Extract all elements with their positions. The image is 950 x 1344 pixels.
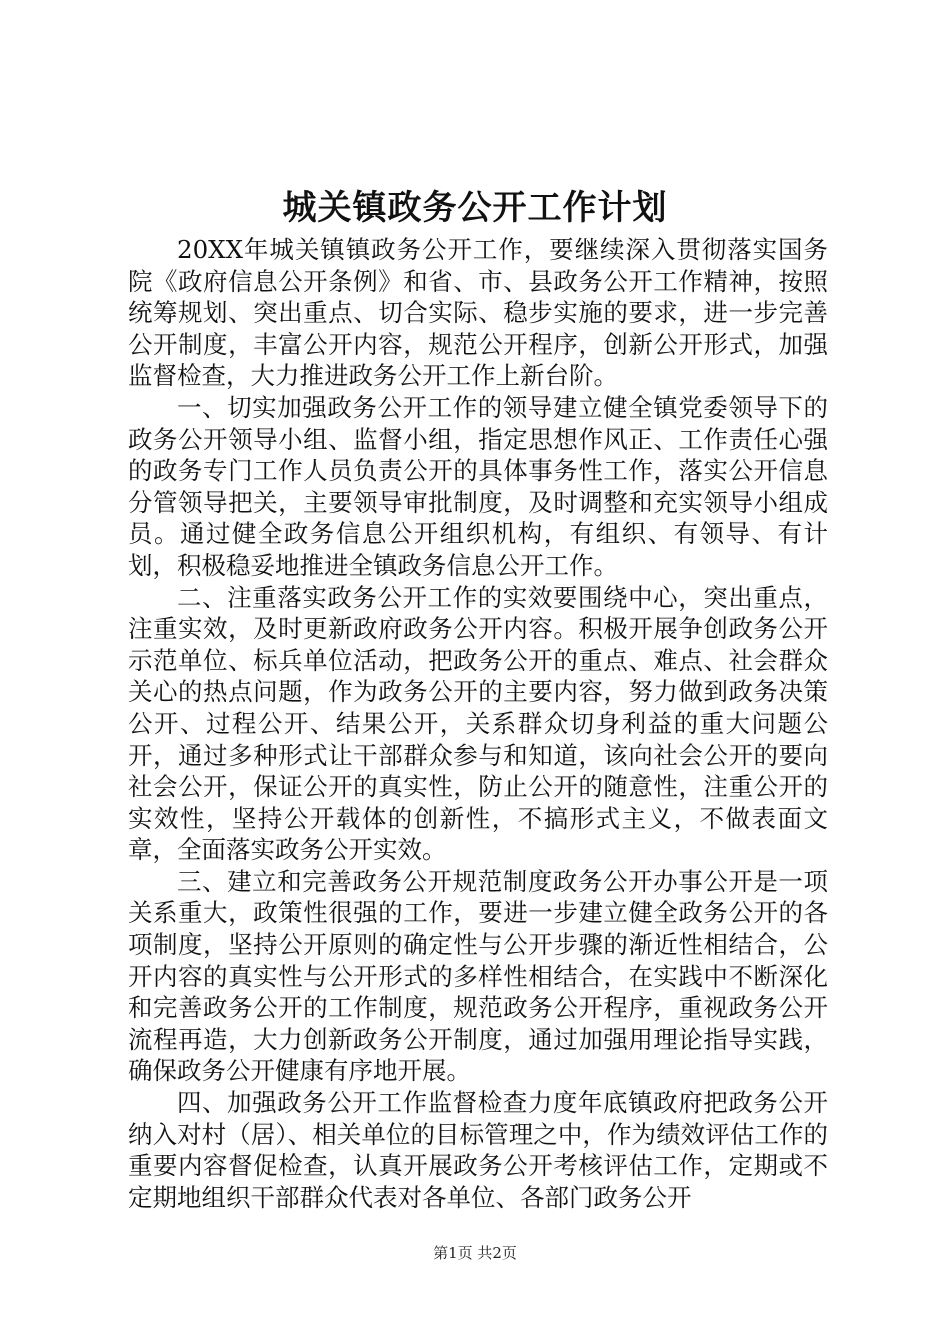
document-body bbox=[128, 234, 828, 1213]
paragraph-section-4: 四、加强政务公开工作监督检查力度年底镇政府把政务公开纳入对村（居）、相关单位的目标管理之中，作为绩效评估工作的重要内容督促检查，认真开展政务公开考核评估工作，定期或不定期地组织干部群众代表对各单位、各部门政务公开 bbox=[128, 1088, 828, 1212]
paragraph-section-1: 一、切实加强政务公开工作的领导建立健全镇党委领导下的政务公开领导小组、监督小组，指定思想作风正、工作责任心强的政务专门工作人员负责公开的具体事务性工作，落实公开信息分管领导把关，主要领导审批制度，及时调整和充实领导小组成员。通过健全政务信息公开组织机构，有组织、有领导、有计划，积极稳妥地推进全镇政务信息公开工作。 bbox=[128, 392, 828, 580]
paragraph-intro: 20XX年城关镇镇政务公开工作，要继续深入贯彻落实国务院《政府信息公开条例》和省、市、县政务公开工作精神，按照统筹规划、突出重点、切合实际、稳步实施的要求，进一步完善公开制度，丰富公开内容，规范公开程序，创新公开形式，加强监督检查，大力推进政务公开工作上新台阶。 bbox=[128, 235, 828, 391]
paragraph-section-3: 三、建立和完善政务公开规范制度政务公开办事公开是一项关系重大，政策性很强的工作，要进一步建立健全政务公开的各项制度，坚持公开原则的确定性与公开步骤的渐近性相结合，公开内容的真实性与公开形式的多样性相结合，在实践中不断深化和完善政务公开的工作制度，规范政务公开程序，重视政务公开流程再造，大力创新政务公开制度，通过加强用理论指导实践，确保政务公开健康有序地开展。 bbox=[128, 866, 828, 1086]
page-number-footer: 第1页 共2页 bbox=[433, 1244, 517, 1262]
paragraph-section-2: 二、注重落实政务公开工作的实效要围绕中心，突出重点，注重实效，及时更新政府政务公开内容。积极开展争创政务公开示范单位、标兵单位活动，把政务公开的重点、难点、社会群众关心的热点问题，作为政务公开的主要内容，努力做到政务决策公开、过程公开、结果公开，关系群众切身利益的重大问题公开，通过多种形式让干部群众参与和知道，该向社会公开的要向社会公开，保证公开的真实性，防止公开的随意性，注重公开的实效性，坚持公开载体的创新性，不搞形式主义，不做表面文章，全面落实政务公开实效。 bbox=[128, 582, 828, 865]
document-title: 城关镇政务公开工作计划 bbox=[282, 188, 668, 228]
